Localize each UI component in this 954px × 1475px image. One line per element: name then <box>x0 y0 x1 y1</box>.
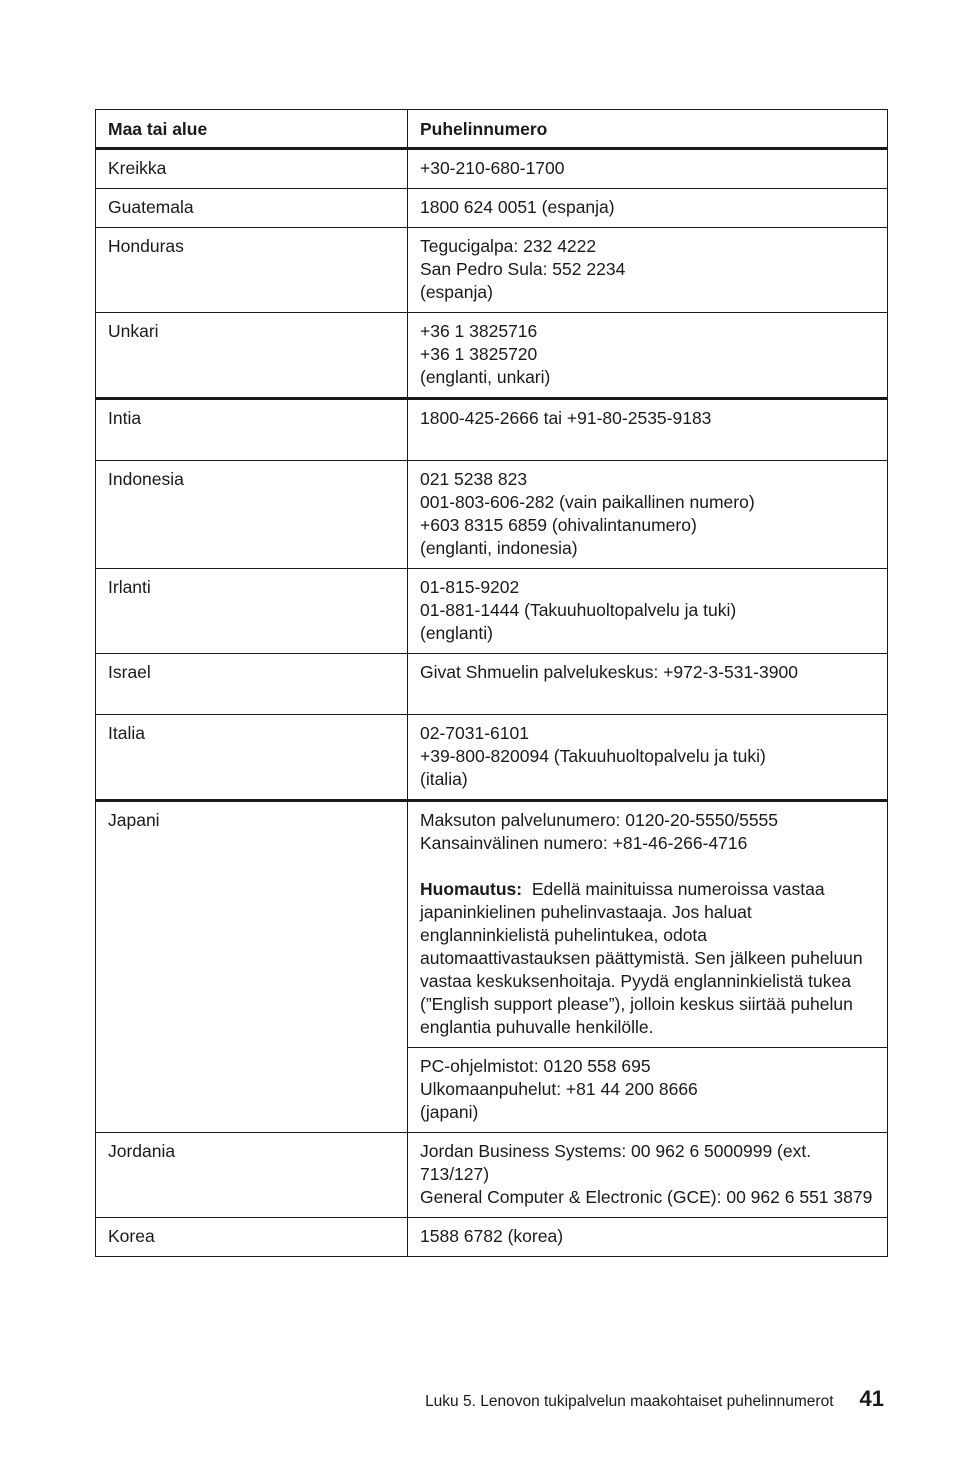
country-cell: Guatemala <box>96 189 408 228</box>
phone-cell <box>408 189 888 228</box>
table-row <box>96 715 888 801</box>
page-footer <box>425 1386 884 1412</box>
phone-line: 1800-425-2666 tai +91-80-2535-9183 <box>420 408 712 428</box>
note-text: Edellä mainituissa numeroissa vastaa japaninkielinen puhelinvastaaja. Jos haluat englanninkielistä puhelintukea, odota automaattivastauksen päättymistä. Sen jälkeen puheluun vastaa keskuksenhoitaja. Pyydä englanninkielistä tukea (”English support please”), jolloin keskus siirtää puhelun englantia puhuvalle henkilölle. <box>420 879 863 1037</box>
country-cell: Intia <box>96 399 408 461</box>
chapter-title: Luku 5. Lenovon tukipalvelun maakohtaiset puhelinnumerot <box>425 1393 834 1410</box>
phone-line: 1800 624 0051 (espanja) <box>420 197 615 217</box>
table-row <box>96 189 888 228</box>
phone-line: +603 8315 6859 (ohivalintanumero) <box>420 515 697 535</box>
phone-cell <box>408 1218 888 1257</box>
japan-note <box>420 878 875 1039</box>
phone-line: (japani) <box>420 1102 479 1122</box>
table-row <box>96 654 888 715</box>
country-cell: Irlanti <box>96 569 408 654</box>
phone-line: 1588 6782 (korea) <box>420 1226 564 1246</box>
page-number: 41 <box>859 1386 884 1411</box>
country-cell: Japani <box>96 801 408 1133</box>
phone-line: 021 5238 823 <box>420 469 528 489</box>
phone-line: (englanti) <box>420 623 493 643</box>
header-country: Maa tai alue <box>96 110 408 149</box>
phone-line: +30-210-680-1700 <box>420 158 565 178</box>
header-phone: Puhelinnumero <box>408 110 888 149</box>
country-cell: Korea <box>96 1218 408 1257</box>
phone-line: (espanja) <box>420 282 493 302</box>
phone-cell <box>408 801 888 1048</box>
phone-line: Tegucigalpa: 232 4222 <box>420 236 597 256</box>
phone-cell <box>408 313 888 399</box>
country-cell: Italia <box>96 715 408 801</box>
phone-cell <box>408 399 888 461</box>
table-row <box>96 801 888 1048</box>
phone-cell <box>408 461 888 569</box>
phone-cell <box>408 715 888 801</box>
table-row <box>96 1218 888 1257</box>
country-cell: Honduras <box>96 228 408 313</box>
table-row <box>96 228 888 313</box>
phone-line: Ulkomaanpuhelut: +81 44 200 8666 <box>420 1079 698 1099</box>
phone-line: +36 1 3825720 <box>420 344 538 364</box>
phone-line: +39-800-820094 (Takuuhuoltopalvelu ja tuki) <box>420 746 766 766</box>
phone-line: (italia) <box>420 769 468 789</box>
table-header-row <box>96 110 888 149</box>
phone-cell <box>408 654 888 715</box>
phone-line: 001-803-606-282 (vain paikallinen numero) <box>420 492 755 512</box>
phone-line: +36 1 3825716 <box>420 321 538 341</box>
phone-cell <box>408 1133 888 1218</box>
phone-line: 01-815-9202 <box>420 577 520 597</box>
country-cell: Jordania <box>96 1133 408 1218</box>
note-label: Huomautus: <box>420 879 523 899</box>
table-row <box>96 569 888 654</box>
phone-line: Maksuton palvelunumero: 0120-20-5550/5555 <box>420 810 779 830</box>
phone-line: (englanti, indonesia) <box>420 538 578 558</box>
phone-line: Jordan Business Systems: 00 962 6 5000999 (ext. 713/127) <box>420 1141 812 1184</box>
table-row <box>96 149 888 189</box>
phone-line: Givat Shmuelin palvelukeskus: +972-3-531-3900 <box>420 662 798 682</box>
table-row <box>96 399 888 461</box>
country-cell: Israel <box>96 654 408 715</box>
phone-line: 02-7031-6101 <box>420 723 529 743</box>
phone-number-table <box>95 109 888 1257</box>
country-cell: Indonesia <box>96 461 408 569</box>
phone-line: (englanti, unkari) <box>420 367 551 387</box>
phone-line: 01-881-1444 (Takuuhuoltopalvelu ja tuki) <box>420 600 737 620</box>
table-row <box>96 313 888 399</box>
phone-cell <box>408 228 888 313</box>
phone-line: General Computer & Electronic (GCE): 00 962 6 551 3879 <box>420 1187 873 1207</box>
table-row <box>96 1133 888 1218</box>
phone-cell <box>408 149 888 189</box>
phone-cell <box>408 569 888 654</box>
country-cell: Kreikka <box>96 149 408 189</box>
phone-line: San Pedro Sula: 552 2234 <box>420 259 626 279</box>
phone-line: PC-ohjelmistot: 0120 558 695 <box>420 1056 651 1076</box>
country-cell: Unkari <box>96 313 408 399</box>
table-row <box>96 461 888 569</box>
phone-cell <box>408 1048 888 1133</box>
phone-line: Kansainvälinen numero: +81-46-266-4716 <box>420 833 748 853</box>
